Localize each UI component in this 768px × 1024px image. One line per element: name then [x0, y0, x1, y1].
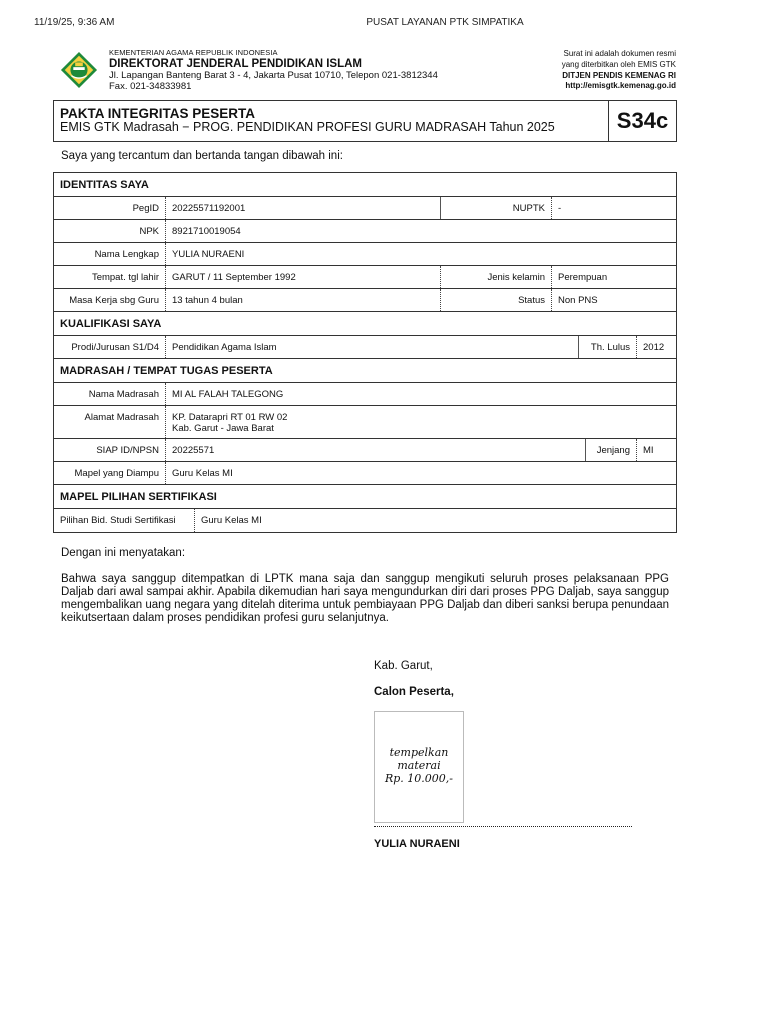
field-value-status: Non PNS	[551, 289, 676, 311]
declaration-lead: Dengan ini menyatakan:	[61, 547, 186, 559]
declaration	[61, 547, 669, 638]
notice-line: Surat ini adalah dokumen resmi	[563, 49, 676, 58]
org-address: Jl. Lapangan Banteng Barat 3 - 4, Jakarta Pusat 10710, Telepon 021-3812344	[109, 69, 438, 81]
section-heading-kualifikasi: KUALIFIKASI SAYA	[54, 312, 676, 336]
form-row	[54, 289, 676, 312]
signature-role: Calon Peserta,	[374, 686, 454, 698]
intro-text: Saya yang tercantum dan bertanda tangan dibawah ini:	[61, 150, 343, 162]
materai-stamp-box	[374, 711, 464, 823]
document-subtitle: EMIS GTK Madrasah − PROG. PENDIDIKAN PROFESI GURU MADRASAH Tahun 2025	[60, 120, 555, 134]
form-row	[54, 383, 676, 406]
field-value-pegid: 20225571192001	[165, 197, 440, 219]
field-label: Nama Lengkap	[94, 249, 159, 260]
field-label: NUPTK	[440, 197, 551, 219]
field-value-jenis-kelamin: Perempuan	[551, 266, 676, 288]
official-notice	[562, 49, 676, 92]
field-label: Pilihan Bid. Studi Sertifikasi	[60, 515, 176, 526]
form-row	[54, 462, 676, 485]
section-heading-madrasah: MADRASAH / TEMPAT TUGAS PESERTA	[54, 359, 676, 383]
form-row	[54, 336, 676, 359]
alamat-line: Kab. Garut - Jawa Barat	[172, 423, 274, 434]
field-value-mapel: Guru Kelas MI	[165, 462, 676, 484]
field-label: Masa Kerja sbg Guru	[69, 295, 159, 306]
document-title-box	[53, 100, 677, 142]
field-label: Jenjang	[585, 439, 636, 461]
form-row	[54, 266, 676, 289]
field-value-nuptk: -	[551, 197, 676, 219]
field-value-ttl: GARUT / 11 September 1992	[165, 266, 440, 288]
print-header	[0, 17, 768, 31]
form-row	[54, 406, 676, 439]
field-value-nama: YULIA NURAENI	[165, 243, 676, 265]
field-label: Nama Madrasah	[88, 389, 159, 400]
field-label: Prodi/Jurusan S1/D4	[71, 342, 159, 353]
form-row	[54, 439, 676, 462]
section-heading-identitas: IDENTITAS SAYA	[54, 173, 676, 197]
notice-line: DITJEN PENDIS KEMENAG RI	[562, 70, 676, 80]
field-value-masa-kerja: 13 tahun 4 bulan	[165, 289, 440, 311]
stamp-line: materai	[397, 759, 441, 772]
field-label: Th. Lulus	[578, 336, 636, 358]
form-row	[54, 197, 676, 220]
form-row	[54, 220, 676, 243]
section-heading-sertifikasi: MAPEL PILIHAN SERTIFIKASI	[54, 485, 676, 509]
field-label: Mapel yang Diampu	[74, 468, 159, 479]
declaration-body: Bahwa saya sanggup ditempatkan di LPTK mana saja dan sanggup mengikuti seluruh proses pelaksanaan PPG Daljab dari awal sampai akhir. Apabila dikemudian hari saya mengundurkan diri dari proses PPG Daljab, saya sanggup mengembalikan uang negara yang ditelah diterima untuk pembiayaan PPG Daljab dan diberi sanksi berupa penundaan keikutsertaan dalam proses pendidikan profesi guru selanjutnya.	[61, 573, 669, 624]
org-block	[109, 49, 438, 93]
field-label: Alamat Madrasah	[84, 412, 159, 423]
letterhead	[58, 47, 678, 93]
directorate-name: DIREKTORAT JENDERAL PENDIDIKAN ISLAM	[109, 57, 363, 70]
field-label: Status	[440, 289, 551, 311]
stamp-line: Rp. 10.000,-	[384, 772, 454, 785]
print-datetime: 11/19/25, 9:36 AM	[34, 17, 115, 28]
field-value-npk: 8921710019054	[165, 220, 676, 242]
field-value-alamat	[165, 406, 676, 438]
signature-line	[374, 826, 632, 827]
field-value-tahun-lulus: 2012	[636, 336, 676, 358]
form-row	[54, 243, 676, 266]
signature-name: YULIA NURAENI	[374, 838, 460, 850]
document-title: PAKTA INTEGRITAS PESERTA	[60, 106, 256, 121]
field-label: Jenis kelamin	[440, 266, 551, 288]
notice-url: http://emisgtk.kemenag.go.id	[565, 81, 676, 91]
stamp-line: tempelkan	[389, 746, 449, 759]
ministry-name: KEMENTERIAN AGAMA REPUBLIK INDONESIA	[109, 48, 278, 57]
field-value-nama-madrasah: MI AL FALAH TALEGONG	[165, 383, 676, 405]
field-label: Tempat. tgl lahir	[91, 272, 159, 283]
notice-line: yang diterbitkan oleh EMIS GTK	[561, 59, 676, 69]
field-value-bidang-studi: Guru Kelas MI	[194, 509, 676, 532]
signature-place: Kab. Garut,	[374, 660, 433, 672]
form-row	[54, 509, 676, 532]
field-value-siap-npsn: 20225571	[165, 439, 585, 461]
alamat-line: KP. Datarapri RT 01 RW 02	[172, 412, 288, 423]
print-title: PUSAT LAYANAN PTK SIMPATIKA	[366, 17, 524, 28]
form-code: S34c	[608, 101, 676, 141]
field-value-prodi: Pendidikan Agama Islam	[165, 336, 578, 358]
field-value-jenjang: MI	[636, 439, 676, 461]
kemenag-emblem-icon	[60, 51, 98, 89]
field-label: NPK	[139, 226, 159, 237]
field-label: SIAP ID/NPSN	[96, 445, 159, 456]
field-label: PegID	[132, 203, 159, 214]
participant-form	[53, 172, 677, 533]
org-fax: Fax. 021-34833981	[109, 80, 192, 92]
